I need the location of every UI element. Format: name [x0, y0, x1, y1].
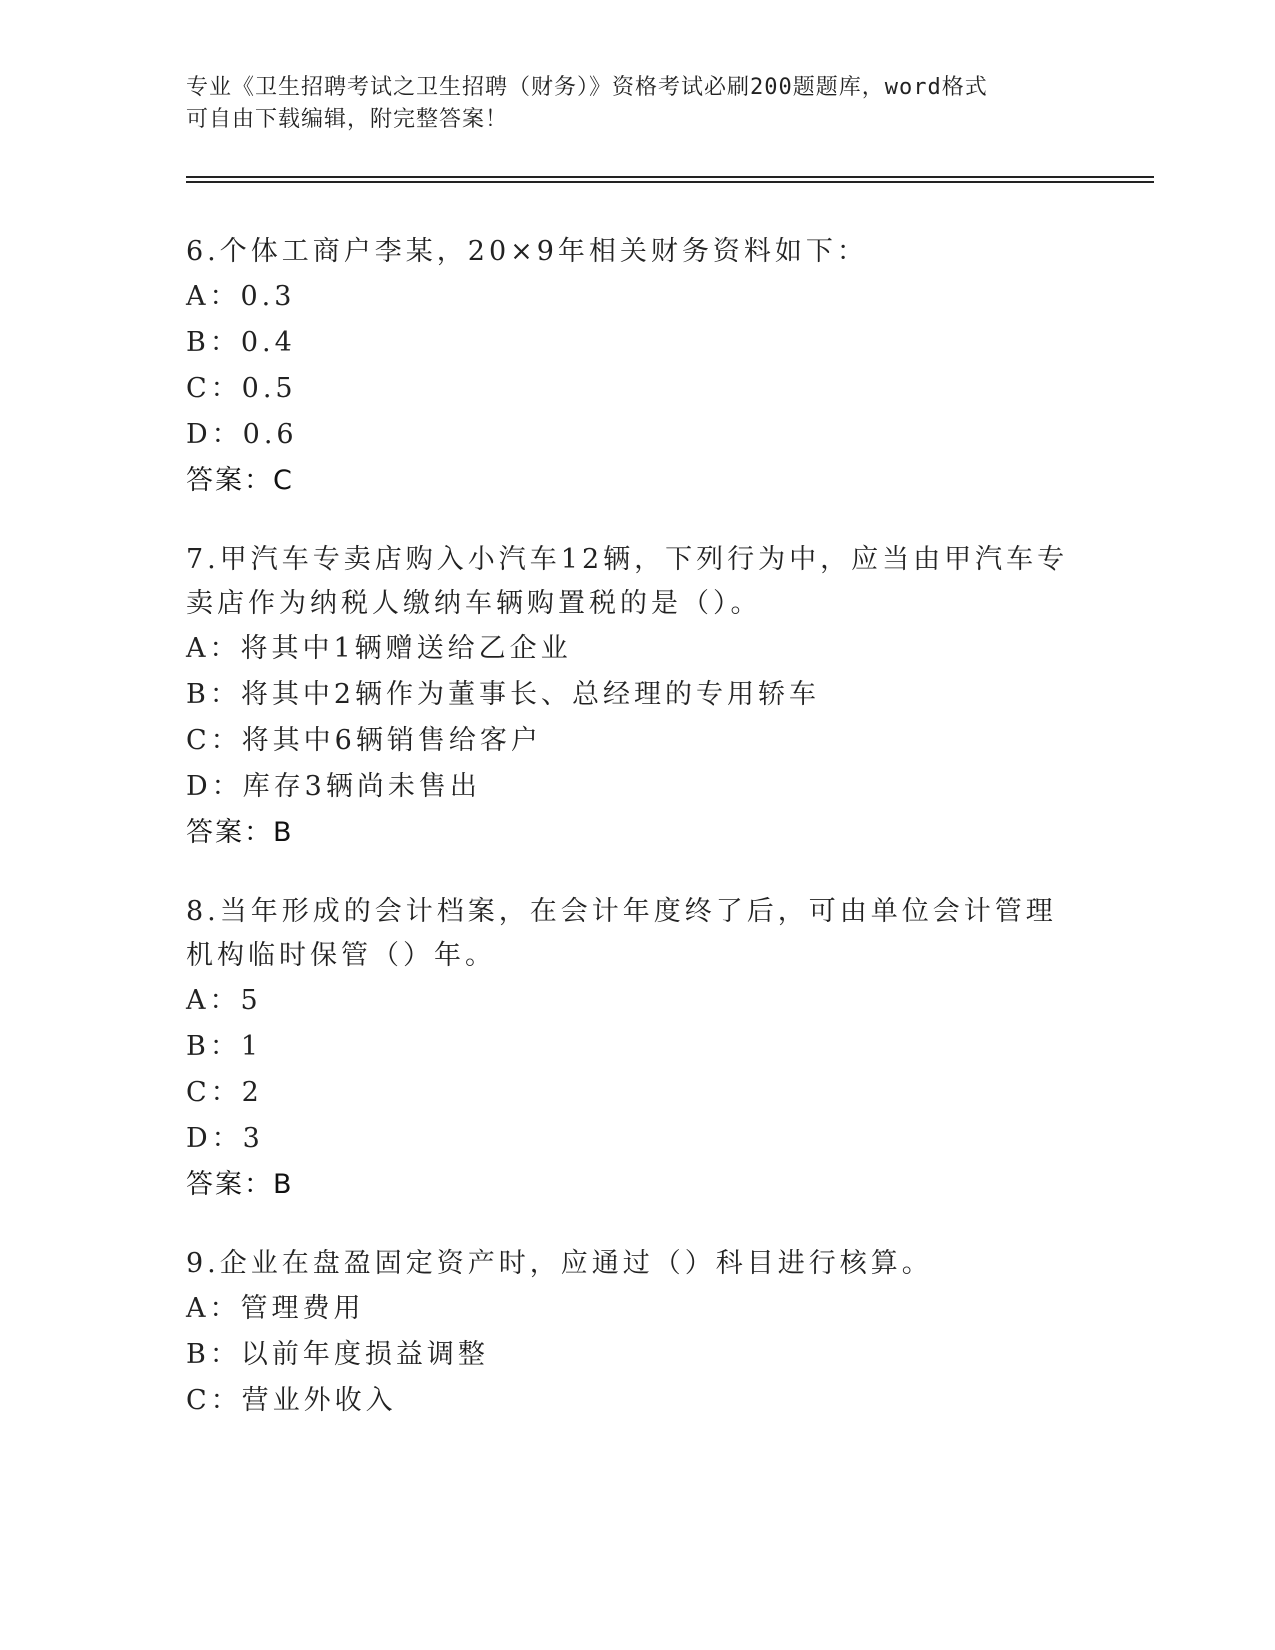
header-divider-top [186, 176, 1154, 178]
question-7 [186, 538, 1086, 856]
option-b: B：以前年度损益调整 [186, 1339, 489, 1370]
question-stem: 6.个体工商户李某，20×9年相关财务资料如下： [186, 236, 868, 267]
answer: 答案：C [186, 465, 294, 496]
question-8 [186, 890, 1086, 1208]
option-a: A：管理费用 [186, 1293, 365, 1324]
header-divider-bottom [186, 181, 1154, 183]
document-header [186, 72, 1066, 136]
question-stem: 8.当年形成的会计档案，在会计年度终了后，可由单位会计管理机构临时保管（）年。 [186, 896, 1057, 971]
header-title-line1: 专业《卫生招聘考试之卫生招聘（财务）》资格考试必刷200题题库，word格式 [186, 75, 988, 100]
option-d: D：0.6 [186, 419, 298, 450]
answer: 答案：B [186, 1169, 294, 1200]
option-b: B：0.4 [186, 327, 296, 358]
option-a: A：将其中1辆赠送给乙企业 [186, 633, 572, 664]
option-b: B：1 [186, 1031, 263, 1062]
option-d: D：库存3辆尚未售出 [186, 771, 481, 802]
option-c: C：将其中6辆销售给客户 [186, 725, 542, 756]
option-c: C：2 [186, 1077, 263, 1108]
option-a: A：0.3 [186, 281, 296, 312]
option-c: C：营业外收入 [186, 1385, 397, 1416]
option-c: C：0.5 [186, 373, 297, 404]
question-9 [186, 1242, 1086, 1424]
option-a: A：5 [186, 985, 262, 1016]
answer: 答案：B [186, 817, 294, 848]
option-d: D：3 [186, 1123, 264, 1154]
question-stem: 7.甲汽车专卖店购入小汽车12辆，下列行为中，应当由甲汽车专卖店作为纳税人缴纳车辆购置税的是（）。 [186, 544, 1069, 619]
question-6 [186, 230, 1086, 504]
question-list [186, 230, 1086, 1458]
option-b: B：将其中2辆作为董事长、总经理的专用轿车 [186, 679, 821, 710]
question-stem: 9.企业在盘盈固定资产时，应通过（）科目进行核算。 [186, 1248, 933, 1279]
header-title-line2: 可自由下载编辑，附完整答案！ [186, 107, 509, 132]
